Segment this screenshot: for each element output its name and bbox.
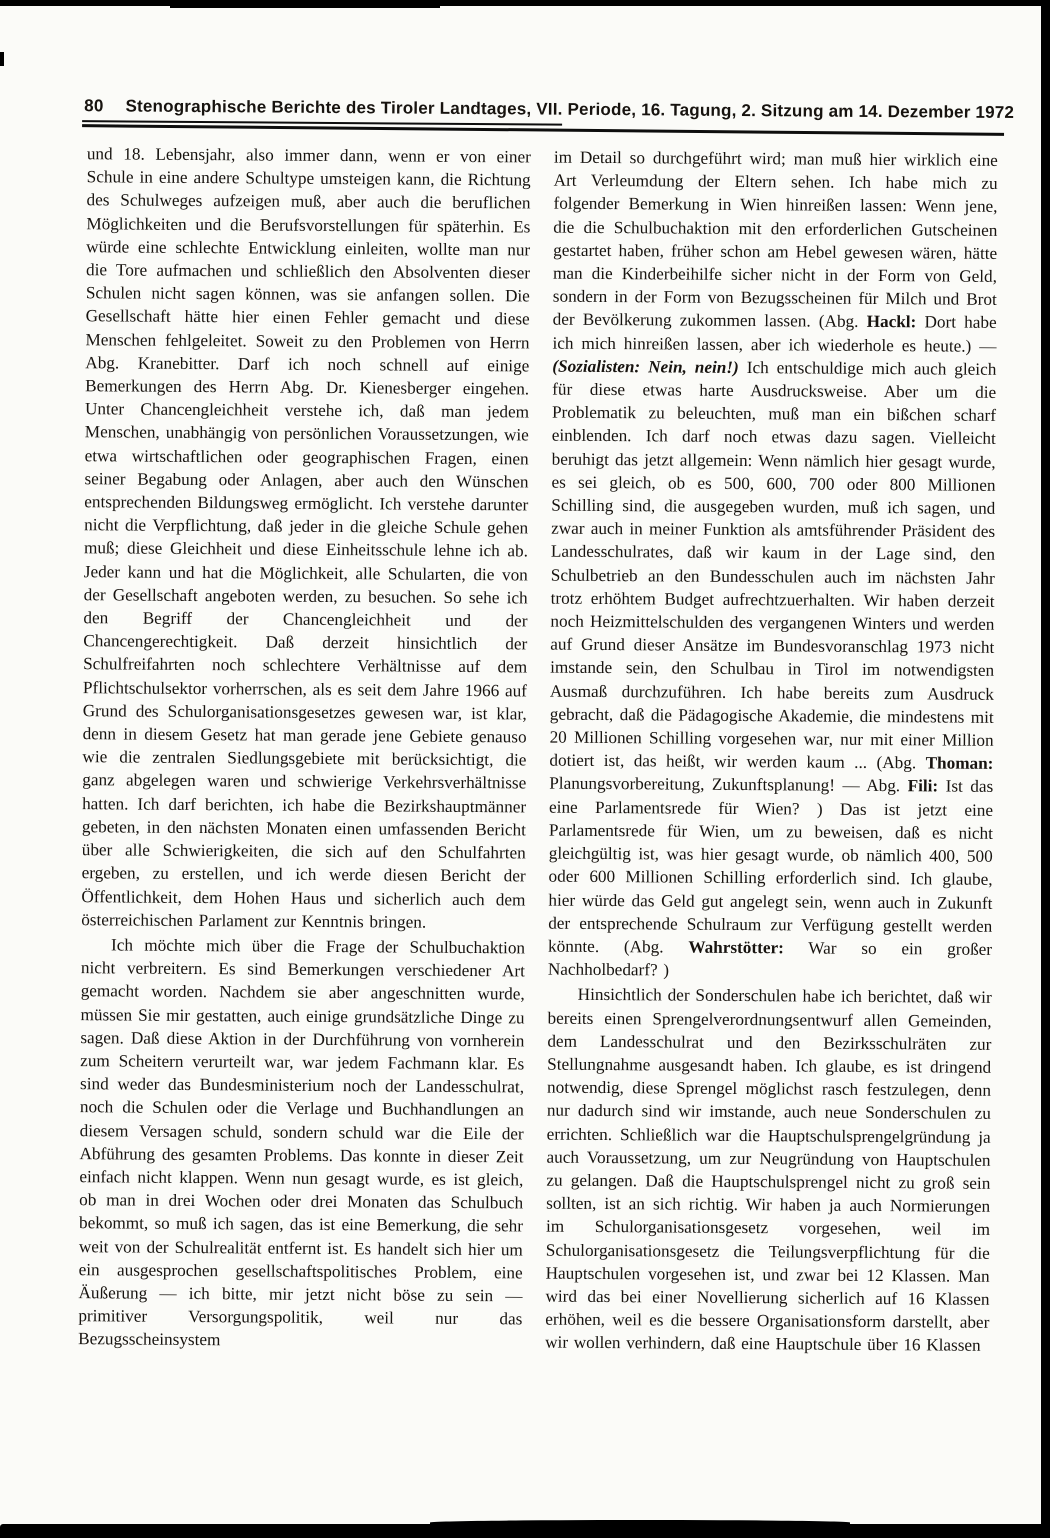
text-body	[78, 142, 999, 1359]
speaker-emphasis: (Sozialisten: Nein, nein!)	[552, 356, 739, 377]
body-text: Ist das eine Parlamentsrede für Wien? ) Das ist jetzt eine Parlamentsrede für Wien, um zu beweisen, daß es nicht gleichgültig ist, was hier gesagt wurde, ob nämlich 400, 500 oder 600 Millionen Schilling erforderlich sind. Ich glaube, hier würde das Geld gut angelegt sein, wenn auch in Zukunft der entsprechende Schulraum zur Verfügung gestellt werden könnte. (Abg.	[548, 776, 994, 957]
body-text: Planungsvorbereitung, Zukunftsplanung! — Abg.	[549, 774, 908, 796]
speaker-emphasis: Thoman:	[925, 753, 994, 774]
body-text: War so ein großer Nachholbedarf? )	[547, 938, 993, 980]
body-text: Dort habe ich mich hinreißen lassen, aber ich wiederhole es heute.) —	[552, 312, 997, 356]
scan-artifact-left-mark	[0, 52, 4, 66]
body-text: im Detail so durchgeführt wird; man muß hier wirklich eine Art Verleumdung der Eltern sehen. Ich habe mich zu folgender Bemerkung in Wien hinreißen lassen: Wenn jene, die die Schulbuchaktion mit den erforderlichen Gutscheinen gestartet haben, früher schon am Hebel gewesen wären, hätte man die Kinderbeihilfe sicher nicht in der Form von Geld, sondern in der Form von Bezugsscheinen für Milch und Brot der Bevölkerung zukommen lassen. (Abg.	[552, 147, 998, 332]
paragraph	[81, 142, 531, 934]
body-text: Hinsichtlich der Sonderschulen habe ich berichtet, daß wir bereits einen Sprengelverordnungsentwurf allen Gemeinden, dem Landesschulrat und den Bezirksschulräten zur Stellungnahme ausgesandt haben. Ich glaube, es ist dringend notwendig, diese Sprengel möglichst rasch festzulegen, denn nur dadurch sind wir imstande, auch neue Sonderschulen zu errichten. Schließlich war die Hauptschulsprengelgründung ja auch Voraussetzung, um zur Neugründung von Hauptschulen zu gelangen. Daß die Hauptschulsprengel nicht zu groß sein sollten, ist an sich richtig. Wir haben ja auch Normierungen im Schulorganisationsgesetz vorgesehen, weil im Schulorganisationsgesetz die Teilungsverpflichtung für die Hauptschulen vorgesehen ist, und zwar bei 12 Klassen. Man wird das bei einer Novellierung sicherlich auf 16 Klassen erhöhen, weil es die bessere Organisationsform darstellt, aber wir wollen verhindern, daß eine Hauptschule über 16 Klassen	[545, 985, 992, 1356]
page-header	[84, 96, 1015, 123]
paragraph	[548, 146, 998, 985]
text-column-left	[78, 142, 531, 1356]
scan-artifact-top-edge	[0, 0, 1050, 6]
body-text: Ich entschuldige mich auch gleich für diese etwas harte Ausdrucksweise. Aber um die Problematik zu beleuchten, muß man ein bißchen scharf einblenden. Ich darf noch etwas dazu sagen. Vielleicht beruhigt das jetzt allgemein: Wenn nämlich hier gesagt wurde, es sei gleich, ob es 500, 600, 700 oder 800 Millionen Schilling sind, die ausgegeben wurden, muß ich sagen, und zwar auch in meiner Funktion als amtsführender Präsident des Landesschulrates, daß wir kaum in der Lage sind, den Schulbetrieb an den Bundesschulen auch im nächsten Jahr trotz erhöhtem Budget aufrechtzuerhalten. Wir haben derzeit noch Heizmittelschulden des vergangenen Winters und werden auf Grund dieser Ansätze im Bundesvoranschlag 1973 nicht imstande sein, den Schulbau in Tirol im notwendigsten Ausmaß durchzuführen. Ich habe bereits zum Ausdruck gebracht, daß die Pädagogische Akademie, die mindestens mit 20 Millionen Schilling vorgesehen war, nur mit einer Million dotiert ist, das heißt, wir werden kaum ... (Abg.	[549, 357, 997, 773]
speaker-emphasis: Fili:	[907, 776, 939, 796]
text-column-right	[545, 146, 998, 1360]
body-text: Ich möchte mich über die Frage der Schulbuchaktion nicht verbreitern. Es sind Bemerkungen verschiedener Art gemacht worden. Nachdem sie aber angeschnitten wurde, müssen Sie mir gestatten, auch einige grundsätzliche Dinge zu sagen. Daß diese Aktion in der Durchführung von vornherein zum Scheitern verurteilt war, war jedem Fachmann klar. Es sind weder das Bundesministerium noch der Landesschulrat, noch die Schulen oder die Verlage und Buchhandlungen an diesem Versagen schuld, sondern schuld war die Eile der Abführung des gesamten Problems. Das konnte in dieser Zeit einfach nicht klappen. Wenn nun gesagt wurde, es ist gleich, ob man in drei Wochen oder drei Monaten das Schulbuch bekommt, so muß ich sagen, das ist eine Bemerkung, die sehr weit von der Schulrealität entfernt ist. Es handelt sich hier um ein ausgesprochen gesellschaftspolitisches Problem, eine Äußerung — ich bitte, mir jetzt nicht böse zu sein — primitiver Versorgungspolitik, weil nur das Bezugsscheinsystem	[78, 935, 526, 1350]
speaker-emphasis: Hackl:	[866, 312, 917, 332]
page-number: 80	[84, 96, 104, 116]
header-title: Stenographische Berichte des Tiroler Landtages, VII. Periode, 16. Tagung, 2. Sitzung am 14. Dezember 1972	[125, 96, 1015, 122]
speaker-emphasis: Wahrstötter:	[688, 937, 784, 958]
paragraph	[545, 983, 992, 1357]
scan-artifact-bottom-edge	[0, 1524, 1050, 1538]
header-rule	[82, 124, 1004, 136]
paragraph	[78, 933, 525, 1354]
body-text: und 18. Lebensjahr, also immer dann, wenn er von einer Schule in eine andere Schultype umsteigen kann, die Richtung des Schulweges aufzeigen muß, aber auch die beruflichen Möglichkeiten und die Berufsvorstellungen für späterhin. Es würde eine schlechte Entwicklung einleiten, wollte man nur die Tore aufmachen und schließlich den Absolventen dieser Schulen nicht sagen können, was sie anfangen sollen. Die Gesellschaft hätte hier einen Fehler gemacht und diese Menschen fehlgeleitet. Soweit zu den Problemen von Herrn Abg. Kranebitter. Darf ich noch schnell auf einige Bemerkungen des Herrn Abg. Dr. Kienesberger eingehen. Unter Chancengleichheit verstehe ich, daß man jedem Menschen, unabhängig von persönlichen Voraussetzungen, wie etwa wirtschaftlichen oder geographischen Fragen, einen seiner Begabung oder Anlagen, aber auch den Wünschen entsprechenden Bildungsweg ermöglicht. Ich verstehe darunter nicht die Verpflichtung, daß jeder in die gleiche Schule gehen muß; diese Gleichheit und diese Einheitsschule lehne ich ab. Jeder kann und hat die Möglichkeit, alle Schularten, die von der Gesellschaft angeboten werden, zu besuchen. So sehe ich den Begriff der Chancengleichheit und der Chancengerechtigkeit. Daß derzeit hinsichtlich der Schulfreifahrten noch schlechtere Verhältnisse auf dem Pflichtschulsektor vorherrschen, als es seit dem Jahre 1966 auf Grund des Schulorganisationsgesetzes gewesen war, ist klar, denn in diesem Gesetz hat man gerade jene Gebiete genauso wie die zentralen Siedlungsgebiete mit berücksichtigt, die ganz abgelegen waren und schwierige Verkehrsverhältnisse hatten. Ich darf berichten, ich habe die Bezirkshauptmänner gebeten, in den nächsten Monaten einen umfassenden Bericht über alle Schwierigkeiten, die sich auf den Schulfahrten ergeben, zu erstellen, und ich werde diesen Bericht der Öffentlichkeit, dem Hohen Haus und sicherlich auch dem österreichischen Parlament zur Kenntnis bringen.	[81, 144, 531, 932]
scan-artifact-right-edge	[1041, 0, 1050, 1538]
